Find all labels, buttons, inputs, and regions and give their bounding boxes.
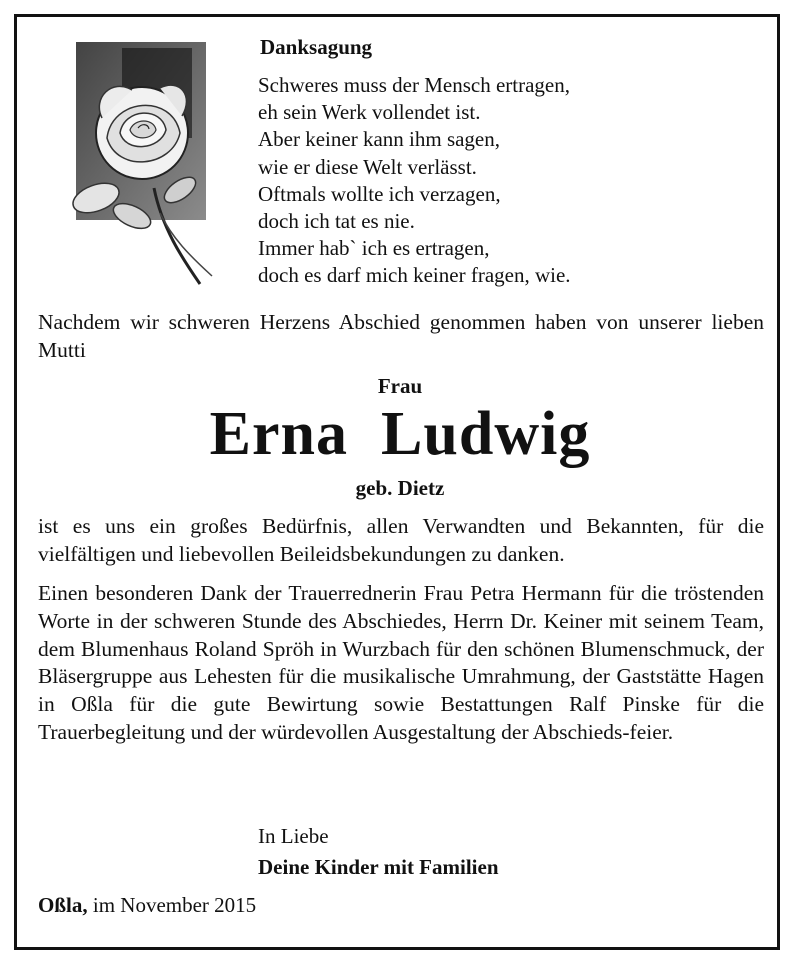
title-frau: Frau xyxy=(377,374,423,398)
poem-line: Immer hab` ich es ertragen, xyxy=(258,236,490,261)
signature: Deine Kinder mit Familien xyxy=(258,855,499,879)
poem-line: wie er diese Welt verlässt. xyxy=(258,154,477,179)
poem-line: Schweres muss der Mensch ertragen, xyxy=(258,73,570,97)
notice-heading: Danksagung xyxy=(260,35,373,59)
poem-line: eh sein Werk vollendet ist. xyxy=(258,100,481,125)
poem-line: doch ich tat es nie. xyxy=(258,209,415,234)
place: Oßla, xyxy=(38,893,88,917)
poem xyxy=(258,72,571,290)
maiden-name: geb. Dietz xyxy=(355,476,445,500)
general-thanks-paragraph: ist es uns ein großes Bedürfnis, allen Verwandten und Bekannten, für die vielfältigen und liebevollen Beileidsbekundungen zu danken. xyxy=(38,514,764,566)
closing-line: In Liebe xyxy=(258,824,329,848)
poem-line: Aber keiner kann ihm sagen, xyxy=(258,127,501,152)
intro-paragraph: Nachdem wir schweren Herzens Abschied genommen haben von unserer lieben Mutti xyxy=(38,310,764,362)
deceased-name: Erna Ludwig xyxy=(209,400,591,468)
poem-line: doch es darf mich keiner fragen, wie. xyxy=(258,263,571,288)
special-thanks-paragraph: Einen besonderen Dank der Trauerrednerin Frau Petra Hermann für die tröstenden Worte in der schweren Stunde des Abschiedes, Herrn Dr. Keiner mit seinem Team, dem Blumenhaus Roland Spröh in Wurzbach für den schönen Blumenschmuck, der Bläsergruppe aus Lehesten für die musikalische Umrahmung, der Gaststätte Hagen in Oßla für die gute Bewirtung sowie Bestattungen Ralf Pinske für die Trauerbegleitung und der würdevollen Ausgestaltung der Abschieds-feier. xyxy=(38,581,764,744)
rose-icon xyxy=(62,38,222,288)
poem-line: Oftmals wollte ich verzagen, xyxy=(258,181,501,206)
date: im November 2015 xyxy=(92,893,257,917)
place-date xyxy=(38,893,256,918)
